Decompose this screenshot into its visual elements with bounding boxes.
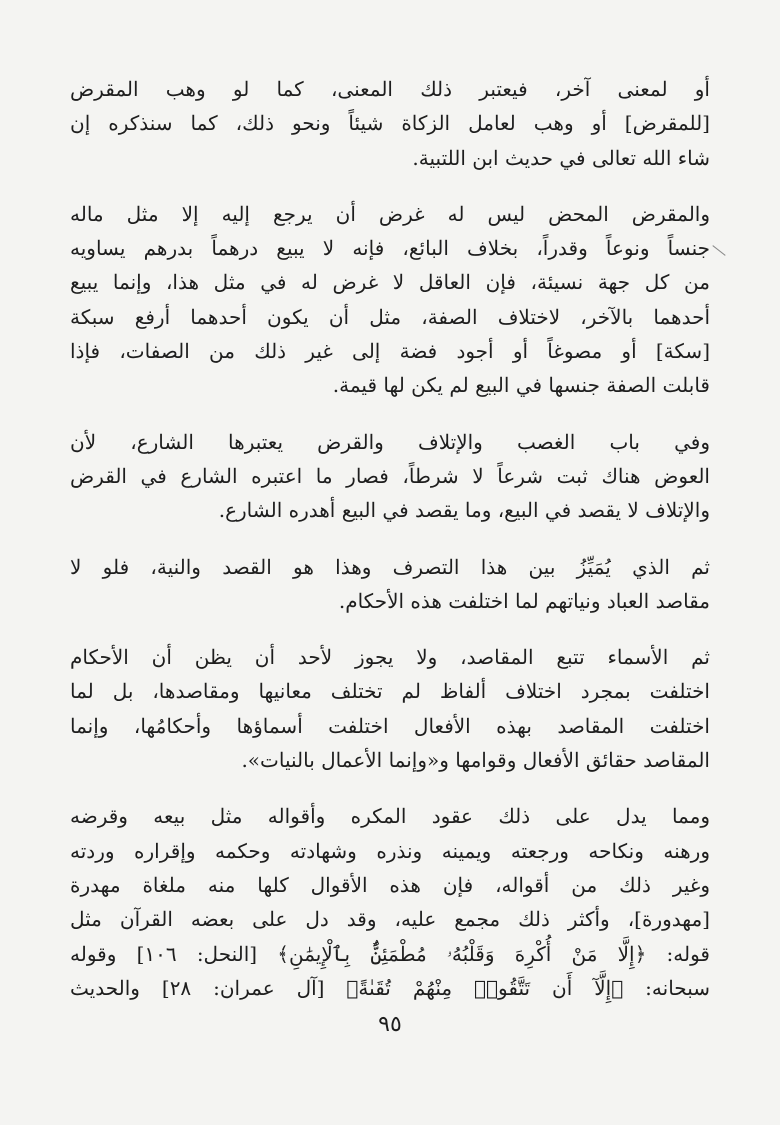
paragraph-4 [70,550,710,619]
text-line: وغير ذلك من أقواله، فإن هذه الأقوال كلها منه ملغاة مهدرة [70,872,710,897]
paragraph-3 [70,425,710,528]
paragraph-6 [70,799,710,1005]
body-text [70,72,710,1027]
text-line: من كل جهة نسيئة، فإن العاقل لا غرض له في مثل هذا، وإنما يبيع [70,270,710,295]
text-line: قابلت الصفة جنسها في البيع لم يكن لها قيمة. [332,373,710,398]
text-line: ثم الأسماء تتبع المقاصد، ولا يجوز لأحد أن يظن أن الأحكام [70,645,710,670]
text-line: المقاصد حقائق الأفعال وقوامها و«وإنما الأعمال بالنيات». [241,748,710,773]
text-line: سبحانه: ﴿إِلَّآ أَن تَتَّقُوا۟ مِنْهُمْ تُقَىٰةً﴾ [آل عمران: ٢٨] والحديث [70,975,710,1000]
text-line: [للمقرض] أو وهب لعامل الزكاة شيئاً ونحو ذلك، كما سنذكره إن [70,111,710,136]
text-line: ثم الذي يُمَيِّزُ بين هذا التصرف وهذا هو القصد والنية، فلو لا [70,554,710,579]
paragraph-2 [70,197,710,403]
page-number: ٩٥ [378,1012,402,1037]
text-line: اختلفت بمجرد اختلاف ألفاظ لم تختلف معانيها ومقاصدها، بل لما [70,679,710,704]
text-line: شاء الله تعالى في حديث ابن اللتبية. [412,145,710,170]
text-line: ومما يدل على ذلك عقود المكره وأقواله مثل بيعه وقرضه [70,804,710,829]
text-line: أحدهما بالآخر، لاختلاف الصفة، مثل أن يكون أحدهما أرفع سبكة [70,304,710,329]
text-line: جنساً ونوعاً وقدراً، بخلاف البائع، فإنه لا يبيع درهماً بدرهم يساويه [70,236,710,261]
text-line: والمقرض المحض ليس له غرض أن يرجع إليه إلا مثل ماله [70,201,710,226]
text-line: اختلفت المقاصد بهذه الأفعال اختلفت أسماؤها وأحكامُها، وإنما [70,713,710,738]
text-line: أو لمعنى آخر، فيعتبر ذلك المعنى، كما لو وهب المقرض [70,77,710,101]
text-line: مقاصد العباد ونياتهم لما اختلفت هذه الأحكام. [338,588,710,613]
margin-mark [712,245,725,256]
paragraph-1 [70,72,710,175]
text-line: قوله: ﴿إِلَّا مَنْ أُكْرِهَ وَقَلْبُهُۥ مُطْمَئِنٌّۢ بِٱلْإِيمَٰنِ﴾ [النحل: ١٠٦] وقوله [70,941,710,966]
text-line: العوض هناك ثبت شرعاً لا شرطاً، فصار ما اعتبره الشارع في القرض [70,463,710,488]
text-line: [سكة] أو مصوغاً أو أجود فضة إلى غير ذلك من الصفات، فإذا [70,339,710,364]
paragraph-5 [70,640,710,777]
text-line: [مهدورة]، وأكثر ذلك مجمع عليه، وقد دل على بعضه القرآن مثل [70,907,710,932]
text-line: ورهنه ونكاحه ورجعته ويمينه ونذره وشهادته وحكمه وإقراره وردته [70,838,710,863]
text-line: والإتلاف لا يقصد في البيع، وما يقصد في البيع أهدره الشارع. [218,498,710,523]
text-line: وفي باب الغصب والإتلاف والقرض يعتبرها الشارع، لأن [70,429,710,454]
